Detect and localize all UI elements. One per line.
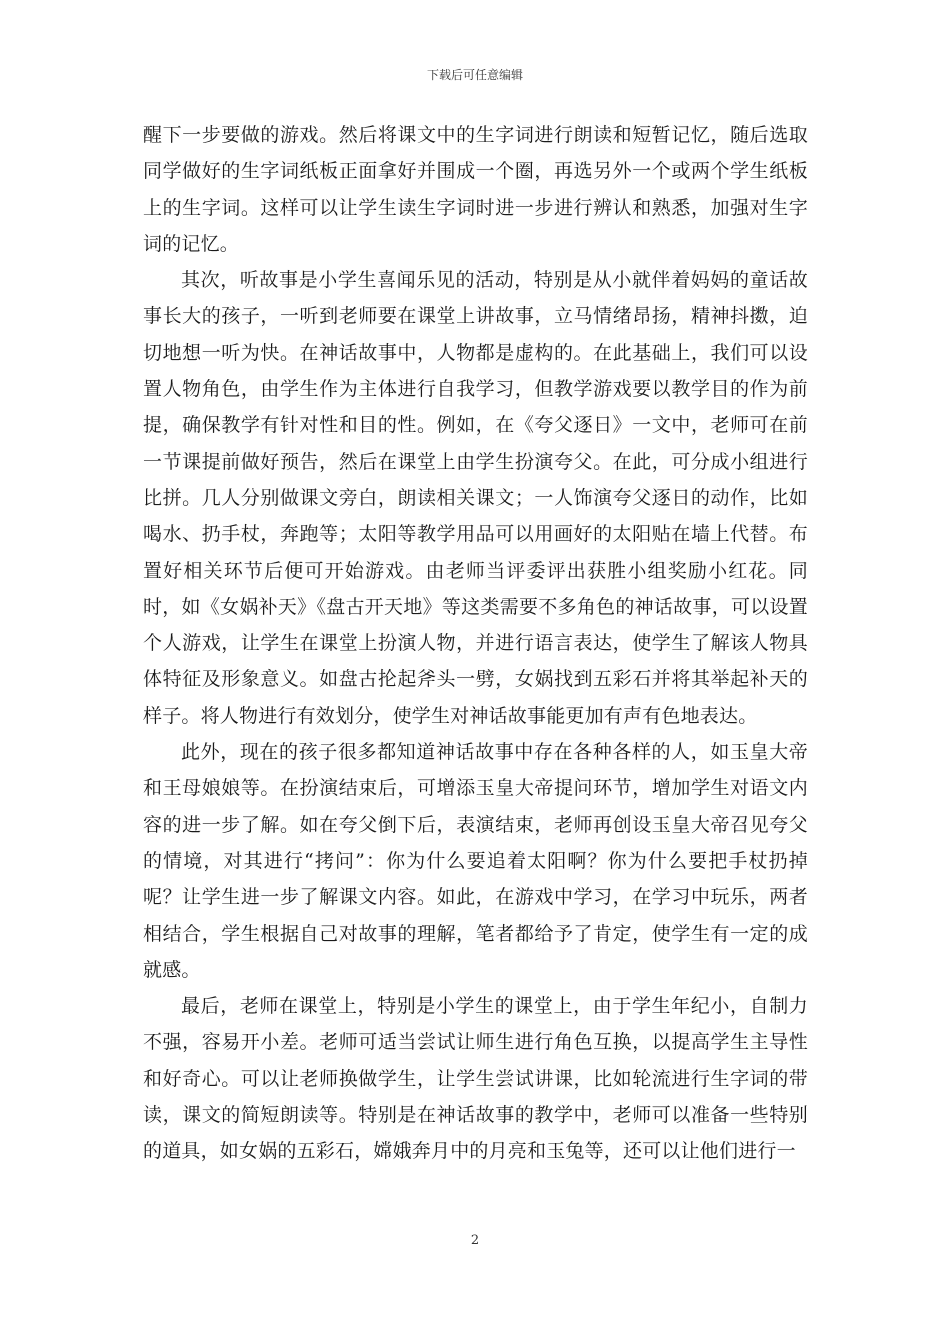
- paragraph-second-point: 其次，听故事是小学生喜闻乐见的活动，特别是从小就伴着妈妈的童话故事长大的孩子，一听到老师要在课堂上讲故事，立马情绪昂扬，精神抖擞，迫切地想一听为快。在神话故事中，人物都是虚构的。在此基础上，我们可以设置人物角色，由学生作为主体进行自我学习，但教学游戏要以教学目的作为前提，确保教学有针对性和目的性。例如，在《夸父逐日》一文中，老师可在前一节课提前做好预告，然后在课堂上由学生扮演夸父。在此，可分成小组进行比拼。几人分别做课文旁白，朗读相关课文；一人饰演夸父逐日的动作，比如喝水、扔手杖，奔跑等；太阳等教学用品可以用画好的太阳贴在墙上代替。布置好相关环节后便可开始游戏。由老师当评委评出获胜小组奖励小红花。同时，如《女娲补天》《盘古开天地》等这类需要不多角色的神话故事，可以设置个人游戏，让学生在课堂上扮演人物，并进行语言表达，使学生了解该人物具体特征及形象意义。如盘古抡起斧头一劈，女娲找到五彩石并将其举起补天的样子。将人物进行有效划分，使学生对神话故事能更加有声有色地表达。: [143, 269, 808, 727]
- paragraph-continuation: 醒下一步要做的游戏。然后将课文中的生字词进行朗读和短暂记忆，随后选取同学做好的生字词纸板正面拿好并围成一个圈，再选另外一个或两个学生纸板上的生字词。这样可以让学生读生字词时进一步进行辨认和熟悉，加强对生字词的记忆。: [143, 124, 808, 255]
- page-header: 下载后可任意编辑: [426, 68, 523, 82]
- paragraph-final-point: 最后，老师在课堂上，特别是小学生的课堂上，由于学生年纪小，自制力不强，容易开小差。老师可适当尝试让师生进行角色互换，以提高学生主导性和好奇心。可以让老师换做学生，让学生尝试讲课，比如轮流进行生字词的带读，课文的简短朗读等。特别是在神话故事的教学中，老师可以准备一些特别的道具，如女娲的五彩石，嫦娥奔月中的月亮和玉兔等，还可以让他们进行一: [143, 995, 808, 1163]
- document-body: [143, 117, 808, 1170]
- page-number: 2: [470, 1233, 480, 1248]
- paragraph-additional-point: 此外，现在的孩子很多都知道神话故事中存在各种各样的人，如玉皇大帝和王母娘娘等。在扮演结束后，可增添玉皇大帝提问环节，增加学生对语文内容的进一步了解。如在夸父倒下后，表演结束，老师再创设玉皇大帝召见夸父的情境，对其进行“拷问”：你为什么要追着太阳啊？你为什么要把手杖扔掉呢？让学生进一步了解课文内容。如此，在游戏中学习，在学习中玩乐，两者相结合，学生根据自己对故事的理解，笔者都给予了肯定，使学生有一定的成就感。: [143, 741, 808, 981]
